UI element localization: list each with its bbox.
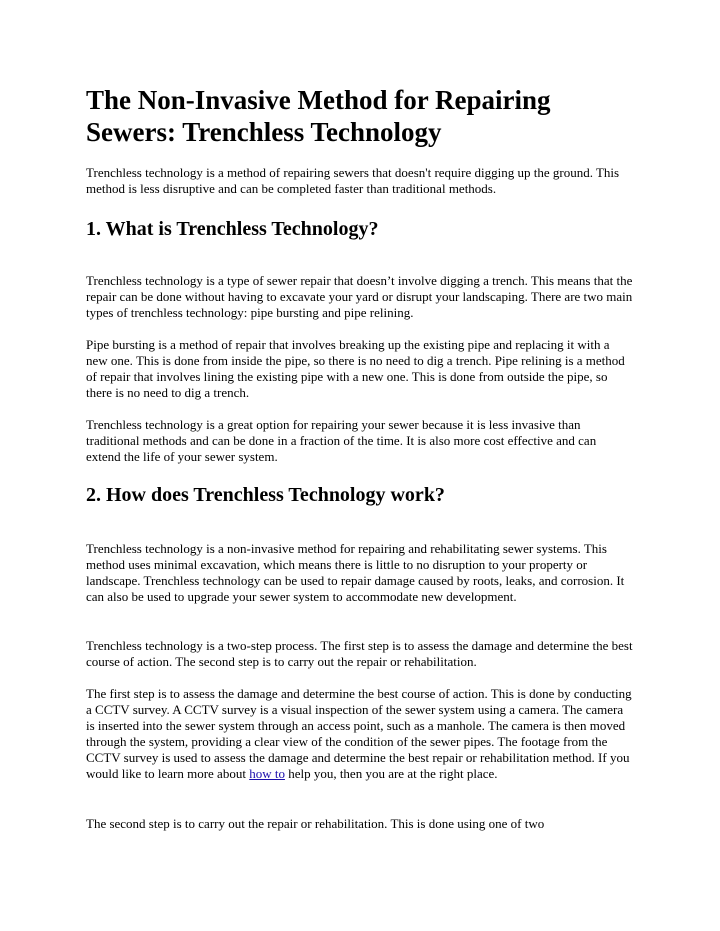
section-paragraph: Trenchless technology is a non-invasive method for repairing and rehabilitating sewer systems. This method uses minimal excavation, which means there is little to no disruption to your property or landscape. Trenchless technology can be used to repair damage caused by roots, leaks, and corrosion. It can also be used to upgrade your sewer system to accommodate new development. [86, 541, 625, 604]
intro-paragraph: Trenchless technology is a method of repairing sewers that doesn't require digging up the ground. This method is less disruptive and can be completed faster than traditional methods. [86, 165, 620, 196]
section-paragraph: The second step is to carry out the repair or rehabilitation. This is done using one of two [86, 816, 545, 831]
section-heading-what-is: 1. What is Trenchless Technology? [86, 218, 379, 240]
section-paragraph: Trenchless technology is a two-step process. The first step is to assess the damage and determine the best course of action. The second step is to carry out the repair or rehabilitation. [86, 638, 633, 669]
section-paragraph: Trenchless technology is a type of sewer repair that doesn’t involve digging a trench. This means that the repair can be done without having to excavate your yard or disrupt your landscaping. There are two main types of trenchless technology: pipe bursting and pipe relining. [86, 273, 633, 320]
paragraph-text-after-link: help you, then you are at the right place. [284, 766, 498, 781]
paragraph-text-before-link: The first step is to assess the damage and determine the best course of action. This is done by conducting a CCTV survey. A CCTV survey is a visual inspection of the sewer system using a camera. The camera is inserted into the sewer system through an access point, such as a manhole. The camera is then moved through the system, providing a clear view of the condition of the sewer pipes. The footage from the CCTV survey is used to assess the damage and determine the best repair or rehabilitation method. If you would like to learn more about [86, 686, 632, 781]
section-heading-how-does-it-work: 2. How does Trenchless Technology work? [86, 484, 445, 506]
section-paragraph: Trenchless technology is a great option for repairing your sewer because it is less invasive than traditional methods and can be done in a fraction of the time. It is also more cost effective and can extend the life of your sewer system. [86, 417, 597, 464]
how-to-link[interactable]: how to [249, 766, 285, 781]
section-paragraph: Pipe bursting is a method of repair that involves breaking up the existing pipe and replacing it with a new one. This is done from inside the pipe, so there is no need to dig a trench. Pipe relining is a method of repair that involves lining the existing pipe with a new one. This is done from outside the pipe, so there is no need to dig a trench. [86, 337, 625, 400]
section-paragraph-with-link [86, 686, 634, 782]
document-title: The Non-Invasive Method for Repairing Sewers: Trenchless Technology [86, 85, 551, 147]
